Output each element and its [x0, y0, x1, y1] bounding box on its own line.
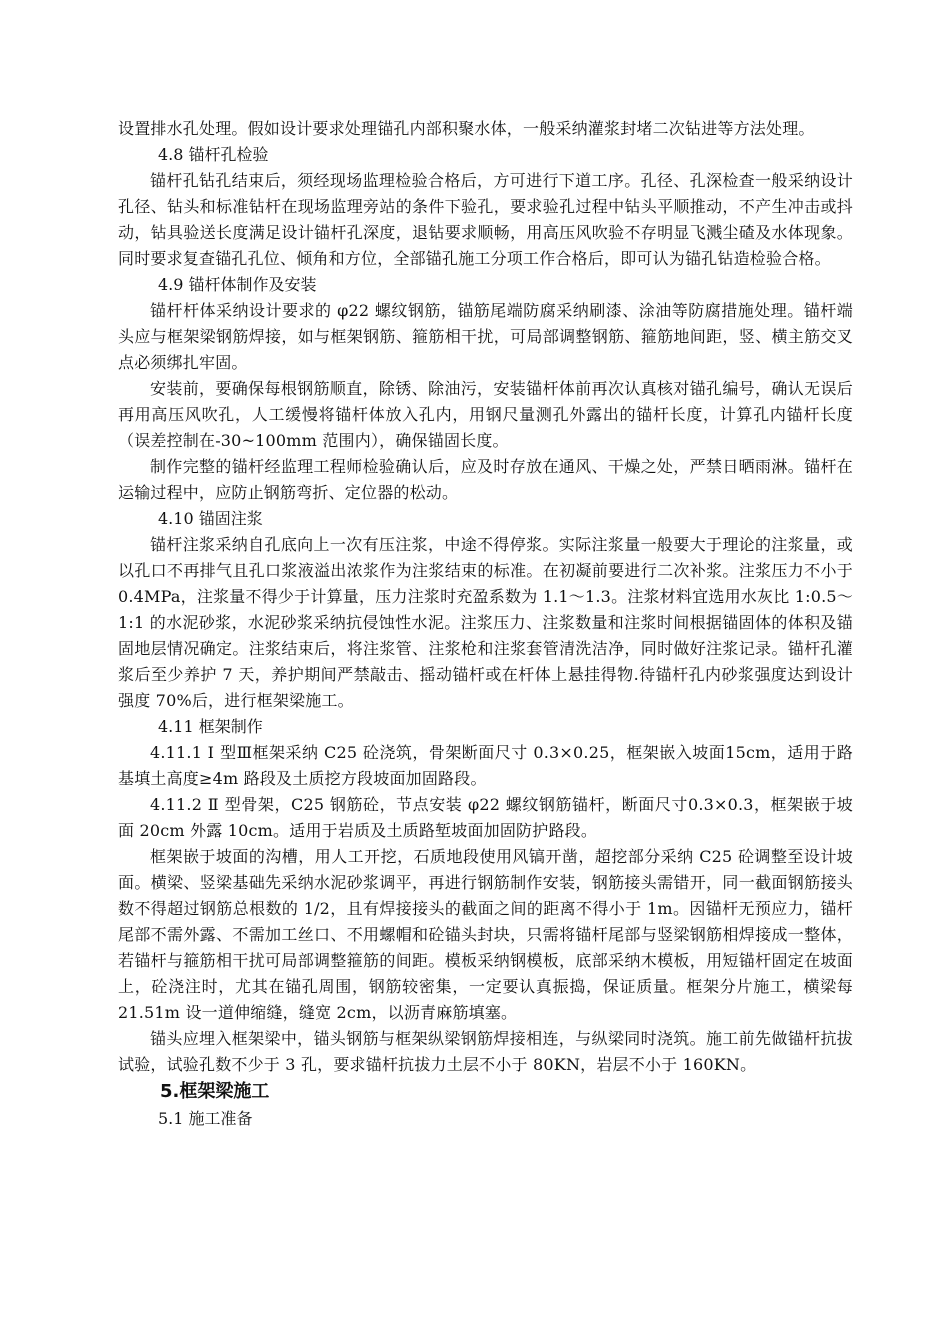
- heading-5-1: 5.1 施工准备: [158, 1109, 253, 1128]
- paragraph-drainage: 设置排水孔处理。假如设计要求处理锚孔内部积聚水体，一般采纳灌浆封堵二次钻进等方法处理。: [118, 119, 815, 138]
- heading-4-9: 4.9 锚杆体制作及安装: [158, 275, 317, 294]
- section-heading-5: 5.框架梁施工: [160, 1081, 270, 1102]
- paragraph-anchor-head: 锚头应埋入框架梁中，锚头钢筋与框架纵梁钢筋焊接相连，与纵梁同时浇筑。施工前先做锚杆抗拔试验，试验孔数不少于 3 孔，要求锚杆抗拔力土层不小于 80KN，岩层不小于 160KN。: [118, 1029, 853, 1074]
- paragraph-installation: 安装前，要确保每根钢筋顺直，除锈、除油污，安装锚杆体前再次认真核对锚孔编号，确认无误后再用高压风吹孔，人工缓慢将锚杆体放入孔内，用钢尺量测孔外露出的锚杆长度，计算孔内锚杆长度（误差控制在-30~100mm 范围内），确保锚固长度。: [118, 379, 853, 450]
- paragraph-hole-inspection: 锚杆孔钻孔结束后，须经现场监理检验合格后，方可进行下道工序。孔径、孔深检查一般采纳设计孔径、钻头和标准钻杆在现场监理旁站的条件下验孔，要求验孔过程中钻头平顺推动，不产生冲击或抖动，钻具验送长度满足设计锚杆孔深度，退钻要求顺畅，用高压风吹验不存明显飞溅尘碴及水体现象。同时要求复查锚孔孔位、倾角和方位，全部锚孔施工分项工作合格后，即可认为锚孔钻造检验合格。: [118, 171, 853, 268]
- paragraph-rod-material: 锚杆杆体采纳设计要求的 φ22 螺纹钢筋，锚筋尾端防腐采纳刷漆、涂油等防腐措施处理。锚杆端头应与框架梁钢筋焊接，如与框架钢筋、箍筋相干扰，可局部调整钢筋、箍筋地间距，竖、横主筋交叉点必须绑扎牢固。: [118, 301, 853, 372]
- heading-4-11: 4.11 框架制作: [158, 717, 263, 736]
- paragraph-4-11-2: 4.11.2 Ⅱ 型骨架，C25 钢筋砼，节点安装 φ22 螺纹钢筋锚杆，断面尺寸0.3×0.3，框架嵌于坡面 20cm 外露 10cm。适用于岩质及土质路堑坡面加固防护路段。: [118, 795, 853, 840]
- heading-4-10: 4.10 锚固注浆: [158, 509, 263, 528]
- heading-4-8: 4.8 锚杆孔检验: [158, 145, 269, 164]
- paragraph-4-11-1: 4.11.1 Ⅰ 型Ⅲ框架采纳 C25 砼浇筑，骨架断面尺寸 0.3×0.25，框架嵌入坡面15cm，适用于路基填土高度≥4m 路段及土质挖方段坡面加固路段。: [118, 743, 853, 788]
- paragraph-storage: 制作完整的锚杆经监理工程师检验确认后，应及时存放在通风、干燥之处，严禁日晒雨淋。锚杆在运输过程中，应防止钢筋弯折、定位器的松动。: [118, 457, 853, 502]
- paragraph-frame-trench: 框架嵌于坡面的沟槽，用人工开挖，石质地段使用风镐开凿，超挖部分采纳 C25 砼调整至设计坡面。横梁、竖梁基础先采纳水泥砂浆调平，再进行钢筋制作安装，钢筋接头需错开，同一截面钢筋接头数不得超过钢筋总根数的 1/2，且有焊接接头的截面之间的距离不得小于 1m。因锚杆无预应力，锚杆尾部不需外露、不需加工丝口、不用螺帽和砼锚头封块，只需将锚杆尾部与竖梁钢筋相焊接成一整体，若锚杆与箍筋相干扰可局部调整箍筋的间距。模板采纳钢模板，底部采纳木模板，用短锚杆固定在坡面上，砼浇注时，尤其在锚孔周围，钢筋较密集，一定要认真振捣，保证质量。框架分片施工，横梁每 21.51m 设一道伸缩缝，缝宽 2cm，以沥青麻筋填塞。: [118, 847, 853, 1022]
- paragraph-grouting: 锚杆注浆采纳自孔底向上一次有压注浆，中途不得停浆。实际注浆量一般要大于理论的注浆量，或以孔口不再排气且孔口浆液溢出浓浆作为注浆结束的标准。在初凝前要进行二次补浆。注浆压力不小于 0.4MPa，注浆量不得少于计算量，压力注浆时充盈系数为 1.1～1.3。注浆材料宜选用水灰比 1:0.5～1:1 的水泥砂浆，水泥砂浆采纳抗侵蚀性水泥。注浆压力、注浆数量和注浆时间根据锚固体的体积及锚固地层情况确定。注浆结束后，将注浆管、注浆枪和注浆套管清洗洁净，同时做好注浆记录。锚杆孔灌浆后至少养护 7 天，养护期间严禁敲击、摇动锚杆或在杆体上悬挂得物.待锚杆孔内砂浆强度达到设计强度 70%后，进行框架梁施工。: [118, 535, 853, 710]
- document-page: [118, 116, 853, 1132]
